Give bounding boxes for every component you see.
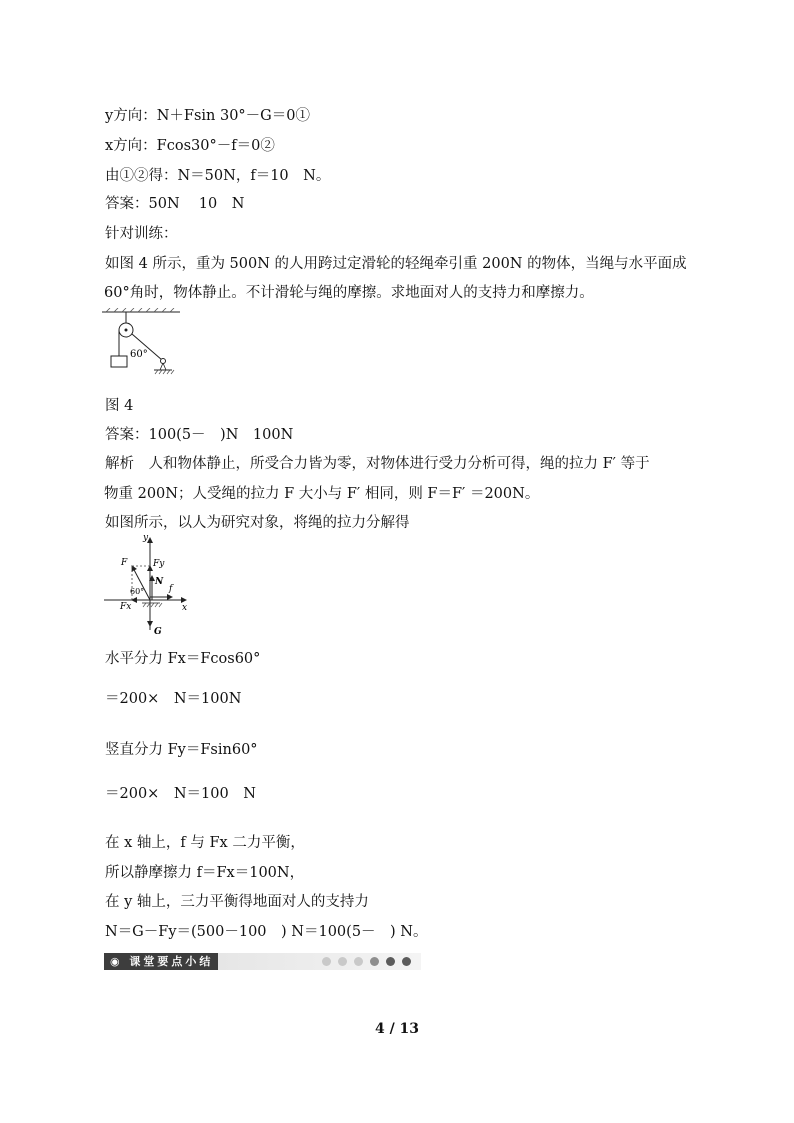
static-friction: 所以静摩擦力 f＝Fx＝100N，: [105, 865, 305, 881]
horizontal-value: ＝200× N＝100N: [105, 691, 242, 707]
x-axis-label: x: [182, 603, 188, 613]
figure-caption: 图 4: [105, 398, 134, 414]
y-axis-balance: 在 y 轴上，三力平衡得地面对人的支持力: [105, 894, 369, 910]
force-diagram: [102, 530, 197, 638]
banner-dots: [322, 957, 411, 966]
x-axis-balance: 在 x 轴上，f 与 Fx 二力平衡，: [105, 835, 305, 851]
vertical-component: 竖直分力 Fy＝Fsin60°: [105, 742, 258, 758]
practice-heading: 针对训练：: [105, 226, 178, 242]
pulley-figure: [102, 308, 186, 380]
analysis-text-2: 物重 200N；人受绳的拉力 F 大小与 F′ 相同，则 F＝F′ ＝200N。: [104, 486, 540, 502]
fx-label: Fx: [120, 602, 132, 612]
answer-1: 答案：50N 10 N: [105, 196, 245, 212]
person-point: [161, 359, 166, 364]
horizontal-component: 水平分力 Fx＝Fcos60°: [105, 651, 261, 667]
problem-text-2: 60°角时，物体静止。不计滑轮与绳的摩擦。求地面对人的支持力和摩擦力。: [104, 285, 594, 301]
problem-text-1: 如图 4 所示，重为 500N 的人用跨过定滑轮的轻绳牵引重 200N 的物体，当绳与水平面成: [105, 256, 687, 272]
solution-line: 由①②得：N＝50N，f＝10 N。: [105, 168, 331, 184]
fy-label: Fy: [153, 559, 165, 569]
answer-2: 答案：100(5－ )N 100N: [105, 427, 294, 443]
analysis-text-1: 解析 人和物体静止，所受合力皆为零，对物体进行受力分析可得，绳的拉力 F′ 等于: [105, 456, 650, 472]
angle-60-label: 60°: [130, 587, 145, 596]
page-number: 4 / 13: [374, 1021, 420, 1037]
angle-label: 60°: [130, 349, 148, 360]
normal-label: N: [155, 577, 164, 587]
friction-label: f: [169, 584, 173, 594]
vertical-value: ＝200× N＝100 N: [105, 786, 256, 802]
decompose-text: 如图所示，以人为研究对象，将绳的拉力分解得: [105, 515, 410, 531]
gravity-label: G: [154, 627, 162, 637]
tension-label: F: [121, 558, 128, 568]
normal-force-result: N＝G－Fy＝(500－100 ) N＝100(5－ ) N。: [105, 924, 428, 940]
banner-label: ◉ 课堂要点小结: [110, 955, 214, 968]
weight-block: [111, 356, 127, 367]
y-axis-label: y: [143, 533, 149, 543]
summary-banner: [104, 953, 421, 970]
ceiling-hatch: [106, 308, 174, 312]
y-direction-equation: y方向：N＋Fsin 30°－G＝0①: [105, 108, 310, 124]
x-direction-equation: x方向：Fcos30°－f＝0②: [105, 138, 275, 154]
